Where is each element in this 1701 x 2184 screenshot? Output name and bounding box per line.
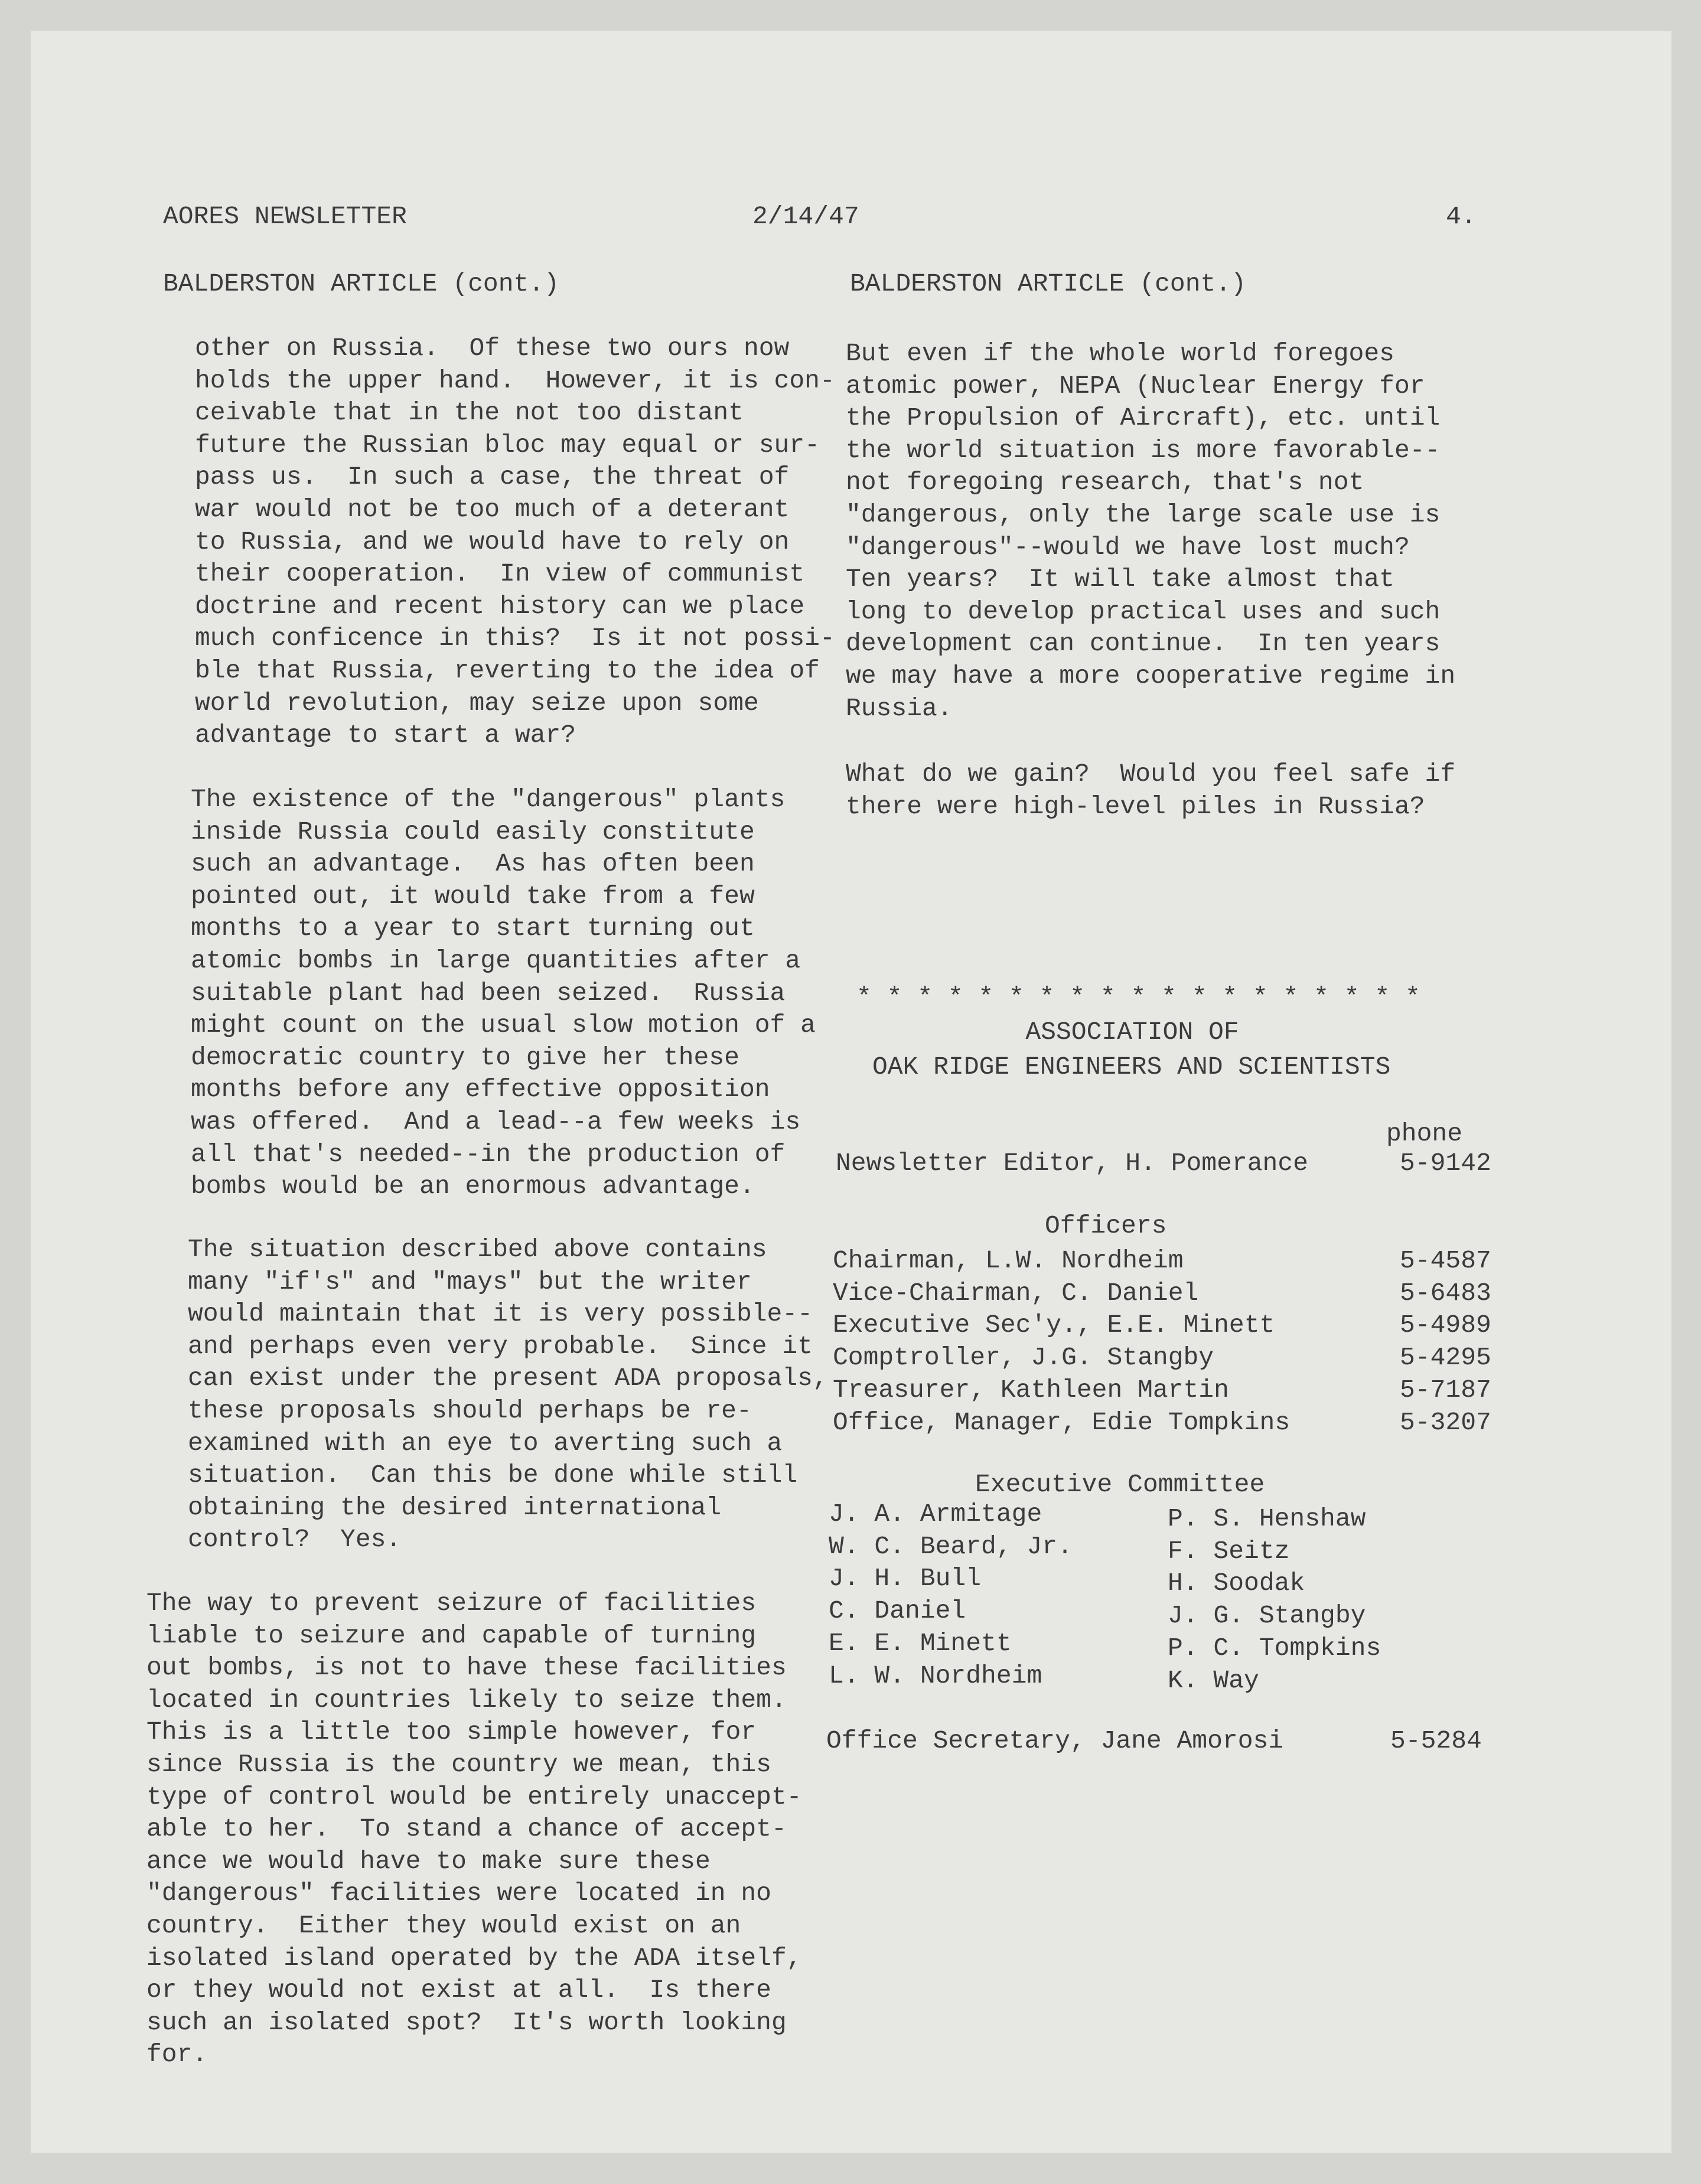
text-line: The situation described above contains bbox=[188, 1235, 767, 1264]
text-line: and perhaps even very probable. Since it bbox=[188, 1331, 813, 1361]
committee-member: K. Way bbox=[1168, 1665, 1259, 1695]
officer-label: Executive Sec'y., E.E. Minett bbox=[833, 1311, 1275, 1340]
committee-member: L. W. Nordheim bbox=[829, 1661, 1042, 1690]
text-line: This is a little too simple however, for bbox=[146, 1717, 757, 1747]
committee-member: E. E. Minett bbox=[829, 1628, 1012, 1658]
committee-member: J. A. Armitage bbox=[829, 1500, 1042, 1528]
text-line: country. Either they would exist on an bbox=[146, 1911, 741, 1940]
text-line: doctrine and recent history can we place bbox=[195, 591, 805, 621]
text-line: liable to seizure and capable of turning bbox=[146, 1621, 757, 1650]
right-column-heading: BALDERSTON ARTICLE (cont.) bbox=[850, 269, 1246, 298]
org-name-line1: ASSOCIATION OF bbox=[1025, 1018, 1239, 1047]
text-line: war would not be too much of a deterant bbox=[195, 494, 790, 524]
paragraph bbox=[188, 1234, 828, 1556]
text-line: democratic country to give her these bbox=[191, 1042, 739, 1072]
text-line: The way to prevent seizure of facilities bbox=[146, 1589, 757, 1618]
text-line: these proposals should perhaps be re- bbox=[188, 1396, 752, 1425]
officer-label: Office, Manager, Edie Tompkins bbox=[833, 1407, 1291, 1437]
text-line: able to her. To stand a chance of accept- bbox=[146, 1814, 787, 1844]
text-line: "dangerous"--would we have lost much? bbox=[846, 532, 1410, 562]
text-line: many "if's" and "mays" but the writer bbox=[188, 1267, 752, 1296]
phone-column-header: phone bbox=[1386, 1119, 1463, 1148]
left-column-heading: BALDERSTON ARTICLE (cont.) bbox=[163, 269, 559, 298]
text-line: suitable plant had been seized. Russia bbox=[191, 978, 786, 1008]
secretary-phone: 5-5284 bbox=[1390, 1726, 1482, 1755]
text-line: But even if the whole world foregoes bbox=[846, 339, 1394, 368]
officer-phone: 5-4295 bbox=[1400, 1343, 1491, 1373]
newsletter-title: AORES NEWSLETTER bbox=[163, 202, 407, 231]
committee-member: J. H. Bull bbox=[829, 1564, 982, 1593]
committee-heading: Executive Committee bbox=[975, 1470, 1265, 1499]
text-line: control? Yes. bbox=[188, 1525, 402, 1554]
text-line: we may have a more cooperative regime in bbox=[846, 661, 1456, 690]
text-line: would maintain that it is very possible-- bbox=[188, 1299, 813, 1329]
text-line: much conficence in this? Is it not possi- bbox=[195, 624, 835, 653]
text-line: holds the upper hand. However, it is con- bbox=[195, 366, 835, 395]
officer-label: Chairman, L.W. Nordheim bbox=[833, 1246, 1184, 1275]
officer-phone: 5-4587 bbox=[1400, 1246, 1491, 1275]
text-line: not foregoing research, that's not bbox=[846, 468, 1364, 497]
text-line: since Russia is the country we mean, this bbox=[146, 1749, 771, 1779]
officer-label: Vice-Chairman, C. Daniel bbox=[833, 1278, 1199, 1308]
text-line: can exist under the present ADA proposals, bbox=[188, 1364, 828, 1393]
committee-member: P. S. Henshaw bbox=[1168, 1504, 1366, 1533]
editor-phone: 5-9142 bbox=[1400, 1149, 1491, 1178]
text-line: to Russia, and we would have to rely on bbox=[195, 527, 790, 556]
text-line: pass us. In such a case, the threat of bbox=[195, 462, 790, 492]
text-line: bombs would be an enormous advantage. bbox=[191, 1172, 755, 1201]
asterisk-separator: * * * * * * * * * * * * * * * * * * * bbox=[856, 983, 1420, 1012]
text-line: isolated island operated by the ADA itself, bbox=[146, 1943, 802, 1973]
committee-member: H. Soodak bbox=[1168, 1569, 1305, 1598]
officer-label: Treasurer, Kathleen Martin bbox=[833, 1375, 1229, 1404]
text-line: What do we gain? Would you feel safe if bbox=[846, 759, 1456, 788]
text-line: atomic bombs in large quantities after a bbox=[191, 946, 801, 975]
text-line: advantage to start a war? bbox=[195, 721, 576, 750]
text-line: all that's needed--in the production of bbox=[191, 1139, 786, 1169]
committee-member: W. C. Beard, Jr. bbox=[829, 1531, 1073, 1561]
committee-member: P. C. Tompkins bbox=[1168, 1633, 1381, 1663]
text-line: world revolution, may seize upon some bbox=[195, 688, 759, 718]
committee-member: C. Daniel bbox=[829, 1596, 966, 1626]
issue-date: 2/14/47 bbox=[752, 202, 859, 231]
text-line: the Propulsion of Aircraft), etc. until bbox=[846, 403, 1441, 433]
officer-phone: 5-3207 bbox=[1400, 1407, 1491, 1437]
text-line: "dangerous, only the large scale use is bbox=[846, 500, 1441, 529]
text-line: ble that Russia, reverting to the idea of bbox=[195, 656, 820, 685]
text-line: The existence of the "dangerous" plants bbox=[191, 785, 786, 814]
text-line: long to develop practical uses and such bbox=[846, 596, 1441, 626]
officer-label: Comptroller, J.G. Stangby bbox=[833, 1343, 1214, 1373]
committee-member: F. Seitz bbox=[1168, 1536, 1290, 1566]
text-line: obtaining the desired international bbox=[188, 1492, 722, 1522]
paragraph bbox=[146, 1588, 802, 2071]
text-line: other on Russia. Of these two ours now bbox=[195, 334, 790, 363]
paragraph bbox=[846, 758, 1455, 823]
paragraph bbox=[195, 333, 835, 752]
text-line: Russia. bbox=[846, 693, 953, 723]
text-line: type of control would be entirely unaccept- bbox=[146, 1782, 802, 1811]
text-line: such an isolated spot? It's worth looking bbox=[146, 2007, 787, 2037]
text-line: might count on the usual slow motion of a bbox=[191, 1010, 816, 1040]
text-line: ance we would have to make sure these bbox=[146, 1846, 711, 1876]
text-line: future the Russian bloc may equal or sur- bbox=[195, 430, 820, 459]
text-line: was offered. And a lead--a few weeks is bbox=[191, 1107, 801, 1136]
text-line: inside Russia could easily constitute bbox=[191, 817, 755, 846]
text-line: situation. Can this be done while still bbox=[188, 1461, 798, 1490]
text-line: ceivable that in the not too distant bbox=[195, 398, 744, 428]
secretary-label: Office Secretary, Jane Amorosi bbox=[826, 1726, 1284, 1755]
text-line: development can continue. In ten years bbox=[846, 629, 1441, 659]
text-line: months before any effective opposition bbox=[191, 1075, 770, 1104]
paragraph bbox=[846, 338, 1455, 725]
text-line: out bombs, is not to have these facilities bbox=[146, 1653, 787, 1683]
text-line: such an advantage. As has often been bbox=[191, 849, 755, 879]
org-name-line2: OAK RIDGE ENGINEERS AND SCIENTISTS bbox=[872, 1052, 1391, 1081]
officer-phone: 5-7187 bbox=[1400, 1375, 1491, 1404]
text-line: pointed out, it would take from a few bbox=[191, 881, 755, 911]
text-line: months to a year to start turning out bbox=[191, 914, 755, 943]
text-line: for. bbox=[146, 2040, 208, 2069]
text-line: examined with an eye to averting such a bbox=[188, 1428, 783, 1458]
text-line: located in countries likely to seize them. bbox=[146, 1685, 787, 1714]
paragraph bbox=[191, 784, 816, 1203]
officers-heading: Officers bbox=[1045, 1211, 1167, 1240]
officer-phone: 5-4989 bbox=[1400, 1311, 1491, 1340]
committee-member: J. G. Stangby bbox=[1168, 1601, 1366, 1631]
text-line: the world situation is more favorable-- bbox=[846, 435, 1441, 465]
officer-phone: 5-6483 bbox=[1400, 1278, 1491, 1308]
text-line: or they would not exist at all. Is there bbox=[146, 1976, 771, 2005]
page-number: 4. bbox=[1446, 202, 1477, 231]
text-line: there were high-level piles in Russia? bbox=[846, 791, 1425, 821]
text-line: atomic power, NEPA (Nuclear Energy for bbox=[846, 371, 1425, 400]
editor-label: Newsletter Editor, H. Pomerance bbox=[836, 1149, 1308, 1178]
text-line: "dangerous" facilities were located in no bbox=[146, 1879, 771, 1908]
text-line: their cooperation. In view of communist bbox=[195, 559, 805, 589]
text-line: Ten years? It will take almost that bbox=[846, 565, 1394, 594]
